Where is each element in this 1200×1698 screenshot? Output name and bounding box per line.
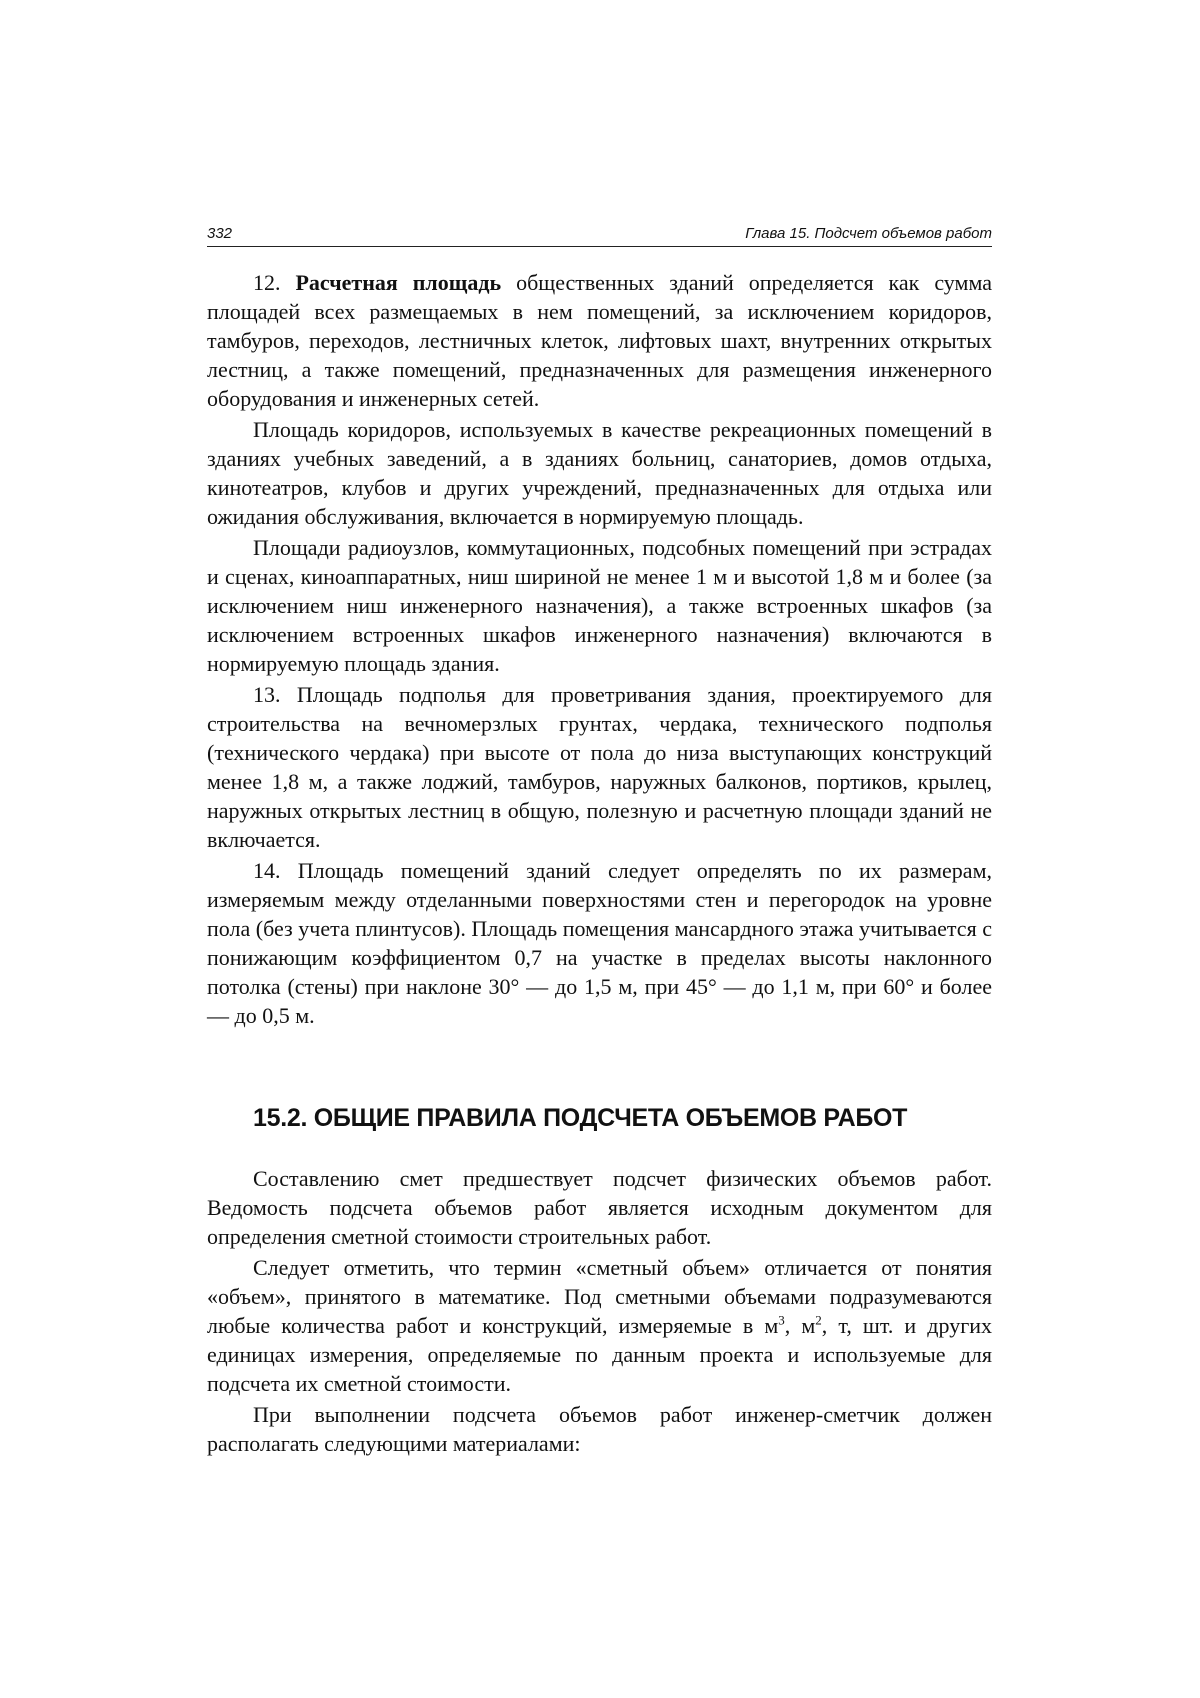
defined-term: Расчетная площадь — [295, 270, 502, 295]
paragraph-intro: Составлению смет предшествует подсчет физических объемов работ. Ведомость подсчета объемов работ является исходным документом для определения сметной стоимости строительных работ. — [207, 1166, 992, 1249]
paragraph-text: Следует отметить, что термин «сметный объем» отличается от понятия «объем», принятого в математике. Под сметными объемами подразумеваются любые количества работ и конструкций, измеряемые в м — [207, 1255, 992, 1338]
section-heading: 15.2. ОБЩИЕ ПРАВИЛА ПОДСЧЕТА ОБЪЕМОВ РАБОТ — [253, 1104, 908, 1132]
paragraph-estimate-volume — [207, 1253, 992, 1398]
paragraph-12 — [207, 268, 992, 413]
paragraph-13: 13. Площадь подполья для проветривания здания, проектируемого для строительства на вечномерзлых грунтах, чердака, технического подполья (технического чердака) при высоте от пола до низа выступающих конструкций менее 1,8 м, а также лоджий, тамбуров, наружных балконов, портиков, крылец, наружных открытых лестниц в общую, полезную и расчетную площади зданий не включается. — [207, 682, 992, 852]
paragraph-text: , м — [784, 1313, 816, 1338]
paragraph-text: общественных зданий определяется как сумма площадей всех размещаемых в нем помещений, за исключением коридоров, тамбуров, переходов, лестничных клеток, лифтовых шахт, внутренних открытых лестниц, а также помещений, предназначенных для размещения инженерного оборудования и инженерных сетей. — [207, 270, 992, 411]
page-body — [207, 268, 992, 1460]
paragraph-radio-rooms: Площади радиоузлов, коммутационных, подсобных помещений при эстрадах и сценах, киноаппаратных, ниш шириной не менее 1 м и высотой 1,8 м и более (за исключением ниш инженерного назначения), а также встроенных шкафов (за исключением встроенных шкафов инженерного назначения) включаются в нормируемую площадь здания. — [207, 535, 992, 676]
paragraph-14: 14. Площадь помещений зданий следует определять по их размерам, измеряемым между отделанными поверхностями стен и перегородок на уровне пола (без учета плинтусов). Площадь помещения мансардного этажа учитывается с понижающим коэффициентом 0,7 на участке в пределах высоты наклонного потолка (стены) при наклоне 30° — до 1,5 м, при 45° — до 1,1 м, при 60° и более — до 0,5 м. — [207, 858, 992, 1028]
page-header — [207, 224, 992, 247]
page-number: 332 — [207, 225, 233, 242]
superscript: 3 — [778, 1312, 785, 1328]
item-number: 12. — [253, 270, 296, 295]
paragraph-text: , т, шт. и других единицах измерения, определяемые по данным проекта и используемые для подсчета их сметной стоимости. — [207, 1313, 993, 1396]
running-head: Глава 15. Подсчет объемов работ — [745, 225, 992, 242]
paragraph-corridors: Площадь коридоров, используемых в качестве рекреационных помещений в зданиях учебных заведений, а в зданиях больниц, санаториев, домов отдыха, кинотеатров, клубов и других учреждений, предназначенных для отдыха или ожидания обслуживания, включается в нормируемую площадь. — [207, 417, 992, 529]
paragraph-materials: При выполнении подсчета объемов работ инженер-сметчик должен располагать следующими материалами: — [207, 1402, 992, 1456]
superscript: 2 — [815, 1312, 822, 1328]
